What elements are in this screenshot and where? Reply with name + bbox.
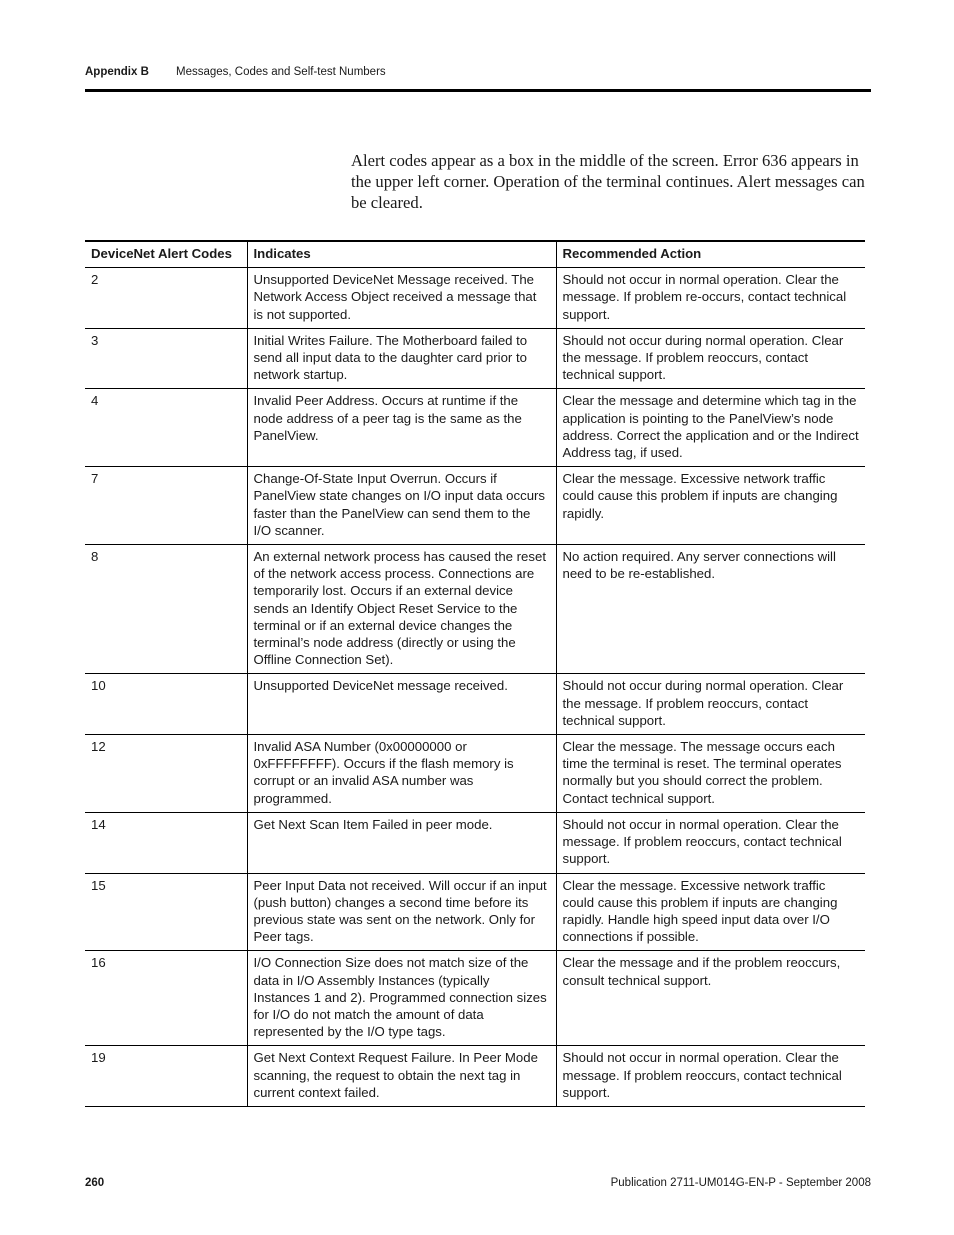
action-cell: Clear the message and if the problem reoccurs, consult technical support. (556, 951, 865, 1046)
intro-paragraph: Alert codes appear as a box in the middle of the screen. Error 636 appears in the upper left corner. Operation of the terminal continues. Alert messages can be cleared. (351, 150, 865, 212)
table-row (85, 268, 865, 329)
action-cell: Should not occur during normal operation. Clear the message. If problem reoccurs, contact technical support. (556, 674, 865, 735)
indicates-cell: An external network process has caused the reset of the network access process. Connections are temporarily lost. Occurs if an external device sends an Identify Object Reset Service to the terminal or if an external device changes the terminal’s node address (directly or using the Offline Connection Set). (247, 545, 556, 674)
table-row (85, 812, 865, 873)
table-row (85, 674, 865, 735)
alert-code: 10 (85, 674, 247, 735)
indicates-cell: Change-Of-State Input Overrun. Occurs if PanelView state changes on I/O input data occurs faster than the PanelView can send them to the I/O scanner. (247, 467, 556, 545)
appendix-label: Appendix B (85, 66, 149, 78)
alert-code: 16 (85, 951, 247, 1046)
action-cell: Clear the message and determine which tag in the application is pointing to the PanelView’s node address. Correct the application and or the Indirect Address tag, if used. (556, 389, 865, 467)
indicates-cell: Invalid ASA Number (0x00000000 or 0xFFFFFFFF). Occurs if the flash memory is corrupt or an invalid ASA number was programmed. (247, 735, 556, 813)
alert-code: 12 (85, 735, 247, 813)
table-row (85, 467, 865, 545)
column-header-action: Recommended Action (556, 241, 865, 268)
table-row (85, 1046, 865, 1107)
alert-code: 4 (85, 389, 247, 467)
action-cell: Should not occur in normal operation. Clear the message. If problem re-occurs, contact technical support. (556, 268, 865, 329)
alert-codes-table (85, 240, 865, 1107)
indicates-cell: Get Next Scan Item Failed in peer mode. (247, 812, 556, 873)
running-header (85, 66, 386, 78)
header-title: Messages, Codes and Self-test Numbers (176, 66, 386, 78)
indicates-cell: Unsupported DeviceNet Message received. The Network Access Object received a message that is not supported. (247, 268, 556, 329)
indicates-cell: Unsupported DeviceNet message received. (247, 674, 556, 735)
action-cell: Should not occur in normal operation. Clear the message. If problem reoccurs, contact technical support. (556, 1046, 865, 1107)
column-header-indicates: Indicates (247, 241, 556, 268)
table-row (85, 328, 865, 389)
indicates-cell: Get Next Context Request Failure. In Peer Mode scanning, the request to obtain the next tag in current context failed. (247, 1046, 556, 1107)
indicates-cell: Invalid Peer Address. Occurs at runtime if the node address of a peer tag is the same as the PanelView. (247, 389, 556, 467)
page-number: 260 (85, 1177, 105, 1189)
indicates-cell: Peer Input Data not received. Will occur if an input (push button) changes a second time before its previous state was sent on the network. Only for Peer tags. (247, 873, 556, 951)
publication-info: Publication 2711-UM014G-EN-P - September 2008 (610, 1177, 871, 1189)
table-row (85, 545, 865, 674)
alert-code: 14 (85, 812, 247, 873)
table-row (85, 951, 865, 1046)
header-rule (85, 89, 871, 92)
alert-code: 19 (85, 1046, 247, 1107)
alert-code: 8 (85, 545, 247, 674)
action-cell: Clear the message. The message occurs each time the terminal is reset. The terminal operates normally but you should correct the problem. Contact technical support. (556, 735, 865, 813)
table-row (85, 389, 865, 467)
alert-code: 15 (85, 873, 247, 951)
action-cell: Clear the message. Excessive network traffic could cause this problem if inputs are changing rapidly. (556, 467, 865, 545)
column-header-codes: DeviceNet Alert Codes (85, 241, 247, 268)
action-cell: Should not occur during normal operation. Clear the message. If problem reoccurs, contact technical support. (556, 328, 865, 389)
indicates-cell: I/O Connection Size does not match size of the data in I/O Assembly Instances (typically Instances 1 and 2). Programmed connection sizes for I/O do not match the amount of data represented by the I/O type tags. (247, 951, 556, 1046)
indicates-cell: Initial Writes Failure. The Motherboard failed to send all input data to the daughter card prior to network startup. (247, 328, 556, 389)
alert-code: 7 (85, 467, 247, 545)
action-cell: Should not occur in normal operation. Clear the message. If problem reoccurs, contact technical support. (556, 812, 865, 873)
alert-code: 2 (85, 268, 247, 329)
table-row (85, 735, 865, 813)
action-cell: No action required. Any server connections will need to be re-established. (556, 545, 865, 674)
table-row (85, 873, 865, 951)
action-cell: Clear the message. Excessive network traffic could cause this problem if inputs are changing rapidly. Handle high speed input data over I/O connections if possible. (556, 873, 865, 951)
alert-code: 3 (85, 328, 247, 389)
table-header-row (85, 241, 865, 268)
